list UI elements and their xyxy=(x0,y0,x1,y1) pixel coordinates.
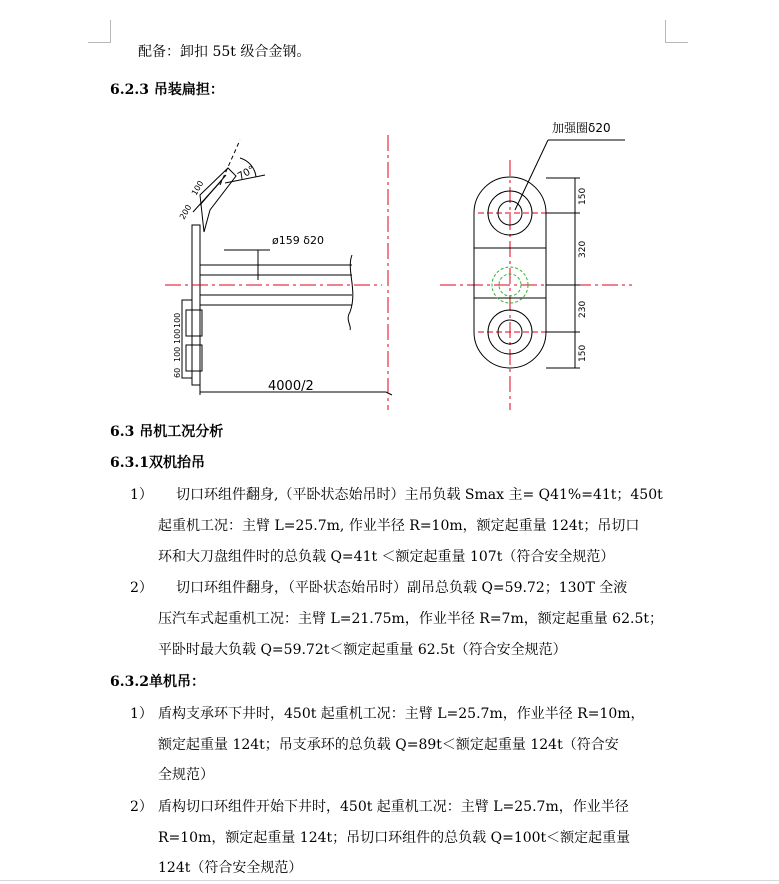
small-dimension-labels xyxy=(173,179,205,378)
list-item-line: 盾构切口环组件开始下井时，450t 起重机工况：主臂 L=25.7m，作业半径 xyxy=(158,799,629,815)
lifting-beam-drawing xyxy=(0,0,779,420)
svg-text:150: 150 xyxy=(578,187,588,205)
width-dimension-label: 4000/2 xyxy=(268,379,314,394)
svg-text:60: 60 xyxy=(173,367,182,378)
list-number: 1） xyxy=(130,706,153,722)
list-item-line: 压汽车式起重机工况：主臂 L=21.75m，作业半径 R=7m，额定起重量 62.5t； xyxy=(158,611,663,627)
page-edge xyxy=(0,880,779,881)
section-heading-6-3-2: 6.3.2单机吊： xyxy=(110,674,205,690)
svg-text:100: 100 xyxy=(189,179,206,197)
beam-front-view xyxy=(474,140,625,368)
list-item-line: 124t（符合安全规范） xyxy=(158,860,303,876)
pipe-label: ø159 δ20 xyxy=(272,234,324,247)
list-item-line: 起重机工况：主臂 L=25.7m, 作业半径 R=10m，额定起重量 124t；吊切口 xyxy=(158,518,640,534)
svg-text:320: 320 xyxy=(578,240,588,258)
svg-text:150: 150 xyxy=(578,344,588,362)
list-item-line: 平卧时最大负载 Q=59.72t＜额定起重量 62.5t（符合安全规范） xyxy=(158,642,567,658)
intro-line: 配备：卸扣 55t 级合金钢。 xyxy=(138,44,311,60)
list-number: 1） xyxy=(130,487,153,503)
list-item-line: 切口环组件翻身,（平卧状态始吊时）主吊负载 Smax 主= Q41%=41t；450t xyxy=(176,487,663,503)
angle-label: 70° xyxy=(236,164,257,183)
beam-side-view xyxy=(182,140,392,395)
ring-label: 加强圈δ20 xyxy=(552,121,611,135)
svg-text:230: 230 xyxy=(578,300,588,318)
list-item-line: 全规范） xyxy=(158,767,214,783)
centerlines xyxy=(165,135,632,410)
list-item-line: 盾构支承环下井时，450t 起重机工况：主臂 L=25.7m，作业半径 R=10m， xyxy=(158,706,645,722)
svg-text:100: 100 xyxy=(173,346,182,362)
list-item-line: 额定起重量 124t；吊支承环的总负载 Q=89t＜额定起重量 124t（符合安 xyxy=(158,737,619,753)
section-heading-6-2-3: 6.2.3 吊装扁担： xyxy=(110,82,224,98)
list-item-line: 环和大刀盘组件时的总负载 Q=41t ＜额定起重量 107t（符合安全规范） xyxy=(158,549,615,565)
list-item-line: 切口环组件翻身，（平卧状态始吊时）副吊总负载 Q=59.72；130T 全液 xyxy=(176,580,628,596)
list-number: 2） xyxy=(130,799,153,815)
list-item-line: R=10m，额定起重量 124t；吊切口环组件的总负载 Q=100t＜额定起重量 xyxy=(158,830,631,846)
right-dimension-labels xyxy=(578,188,588,362)
svg-text:100: 100 xyxy=(173,312,182,328)
section-heading-6-3-1: 6.3.1双机抬吊 xyxy=(110,455,205,471)
list-number: 2） xyxy=(130,580,153,596)
section-heading-6-3: 6.3 吊机工况分析 xyxy=(110,424,224,440)
svg-text:200: 200 xyxy=(177,203,194,221)
svg-text:100: 100 xyxy=(173,328,182,344)
